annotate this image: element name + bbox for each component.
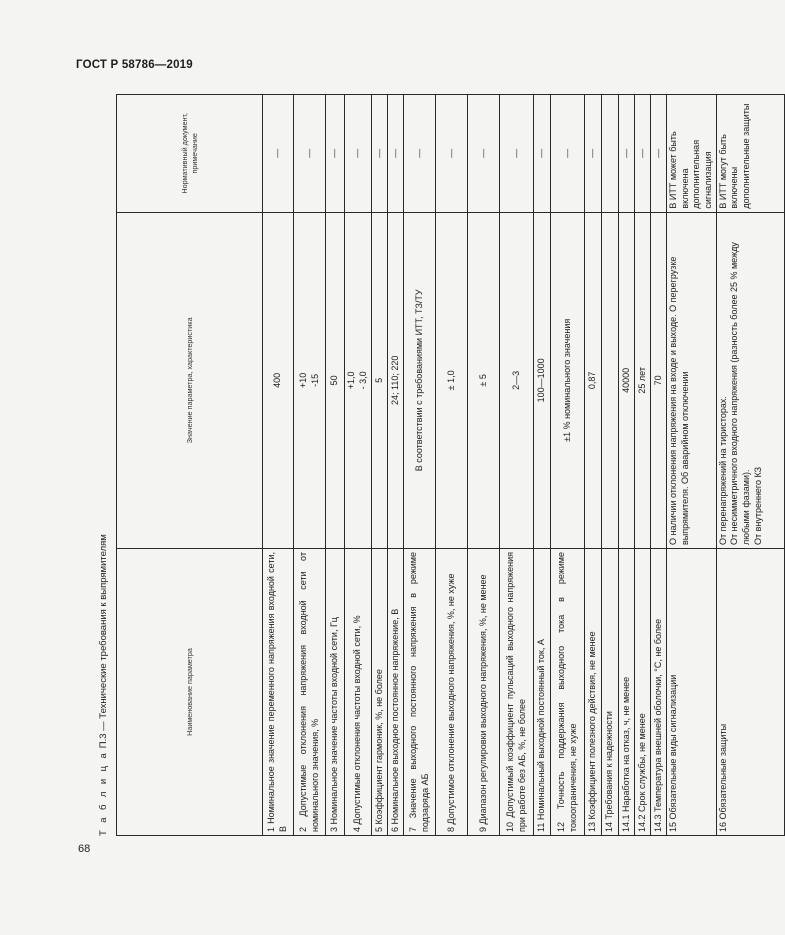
param-doc: — — [534, 95, 551, 213]
table-row — [667, 95, 717, 836]
table-row — [635, 95, 651, 836]
param-value: 24; 110; 220 — [388, 212, 404, 548]
param-value — [602, 212, 619, 548]
param-doc: В ИТТ могут быть включены дополнительные защиты — [716, 95, 784, 213]
param-name: 16 Обязательные защиты — [716, 549, 784, 836]
param-doc: — — [294, 95, 326, 213]
param-name: 15 Обязательные виды сигнализации — [667, 549, 717, 836]
param-value: 100—1000 — [534, 212, 551, 548]
param-name: 14 Требования к надежности — [602, 549, 619, 836]
param-name: 9 Диапазон регулировки выходного напряжения, %, не менее — [468, 549, 500, 836]
param-name: 3 Номинальное значение частоты входной сети, Гц — [326, 549, 345, 836]
param-name: 1 Номинальное значение переменного напряжения входной сети, В — [263, 549, 294, 836]
table-row — [716, 95, 784, 836]
param-value: ±1 % номинального значения — [551, 212, 585, 548]
table-row — [345, 95, 372, 836]
column-header-doc: Нормативный документ, примечание — [117, 95, 263, 213]
param-doc: — — [468, 95, 500, 213]
param-value: 25 лет — [635, 212, 651, 548]
table-row — [585, 95, 602, 836]
document-header: ГОСТ Р 58786—2019 — [76, 59, 193, 71]
table-row — [372, 95, 388, 836]
param-name: 14.2 Срок службы, не менее — [635, 549, 651, 836]
param-name: 10 Допустимый коэффициент пульсаций выходного напряжения при работе без АБ, %, не более — [500, 549, 534, 836]
param-value — [345, 212, 372, 548]
param-name: 7 Значение выходного постоянного напряжения в режиме подзаряда АБ — [404, 549, 436, 836]
caption-text: П.3 — Технические требования к выпрямителям — [98, 534, 109, 749]
column-header-name: Наименование параметра — [117, 549, 263, 836]
table-row — [388, 95, 404, 836]
param-name: 14.3 Температура внешней оболочки, °С, не более — [651, 549, 667, 836]
param-value-line: - 3,0 — [358, 371, 368, 390]
param-value-line: +1,0 — [346, 371, 357, 390]
param-value: 40000 — [619, 212, 635, 548]
page-number: 68 — [78, 843, 91, 855]
param-doc: — — [619, 95, 635, 213]
param-doc: — — [388, 95, 404, 213]
param-doc — [602, 95, 619, 213]
param-doc: — — [345, 95, 372, 213]
param-name: 2 Допустимые отклонения напряжения входной сети от номинального значения, % — [294, 549, 326, 836]
param-doc: — — [404, 95, 436, 213]
table-row — [404, 95, 436, 836]
param-doc: — — [326, 95, 345, 213]
caption-prefix: Т а б л и ц а — [98, 750, 109, 836]
table-header-row — [117, 95, 263, 836]
param-doc: — — [436, 95, 468, 213]
table-caption — [95, 534, 113, 836]
param-value-line: -15 — [309, 373, 320, 387]
param-name: 8 Допустимое отклонение выходного напряжения, %, не хуже — [436, 549, 468, 836]
param-value: 2—3 — [500, 212, 534, 548]
table-row — [468, 95, 500, 836]
table-row — [651, 95, 667, 836]
rotated-table-block — [95, 94, 763, 836]
param-name: 14.1 Наработка на отказ, ч, не менее — [619, 549, 635, 836]
param-doc: — — [263, 95, 294, 213]
param-value: 50 — [326, 212, 345, 548]
param-value: В соответствии с требованиями ИТТ, ТЗ/ТУ — [404, 212, 436, 548]
param-value: 0,87 — [585, 212, 602, 548]
param-doc: — — [585, 95, 602, 213]
param-name: 11 Номинальный выходной постоянный ток, А — [534, 549, 551, 836]
table-row — [551, 95, 585, 836]
param-name: 13 Коэффициент полезного действия, не менее — [585, 549, 602, 836]
param-value-line: +10 — [297, 372, 308, 388]
table-row — [619, 95, 635, 836]
param-value: 5 — [372, 212, 388, 548]
param-value: ± 5 — [468, 212, 500, 548]
table-row — [534, 95, 551, 836]
param-doc: — — [500, 95, 534, 213]
table-row — [500, 95, 534, 836]
table-row — [436, 95, 468, 836]
requirements-table — [116, 94, 785, 836]
param-value: ± 1,0 — [436, 212, 468, 548]
param-value: О наличии отклонения напряжения на входе и выходе. О перегрузке выпрямителя. Об аварийном отключении — [667, 212, 717, 548]
param-value-line: От перенапряжений на тиристорах. — [717, 396, 728, 546]
param-name: 5 Коэффициент гармоник, %, не более — [372, 549, 388, 836]
param-value — [294, 212, 326, 548]
param-name: 4 Допустимые отклонения частоты входной сети, % — [345, 549, 372, 836]
param-doc: — — [635, 95, 651, 213]
table-row — [294, 95, 326, 836]
param-value-line: От несимметричного входного напряжения (разность более 25 % между любыми фазами). — [729, 242, 752, 546]
column-header-value: Значение параметра, характеристика — [117, 212, 263, 548]
param-name: 6 Номинальное выходное постоянное напряжение, В — [388, 549, 404, 836]
table-row — [326, 95, 345, 836]
param-value: 400 — [263, 212, 294, 548]
param-name: 12 Точность поддержания выходного тока в режиме токоограничения, не хуже — [551, 549, 585, 836]
param-doc: В ИТТ может быть включена дополнительная сигнализация — [667, 95, 717, 213]
param-doc: — — [551, 95, 585, 213]
table-row — [263, 95, 294, 836]
param-doc: — — [372, 95, 388, 213]
param-value-line: От внутреннего КЗ — [752, 466, 763, 546]
param-value — [716, 212, 784, 548]
param-value: 70 — [651, 212, 667, 548]
param-doc: — — [651, 95, 667, 213]
table-row — [602, 95, 619, 836]
